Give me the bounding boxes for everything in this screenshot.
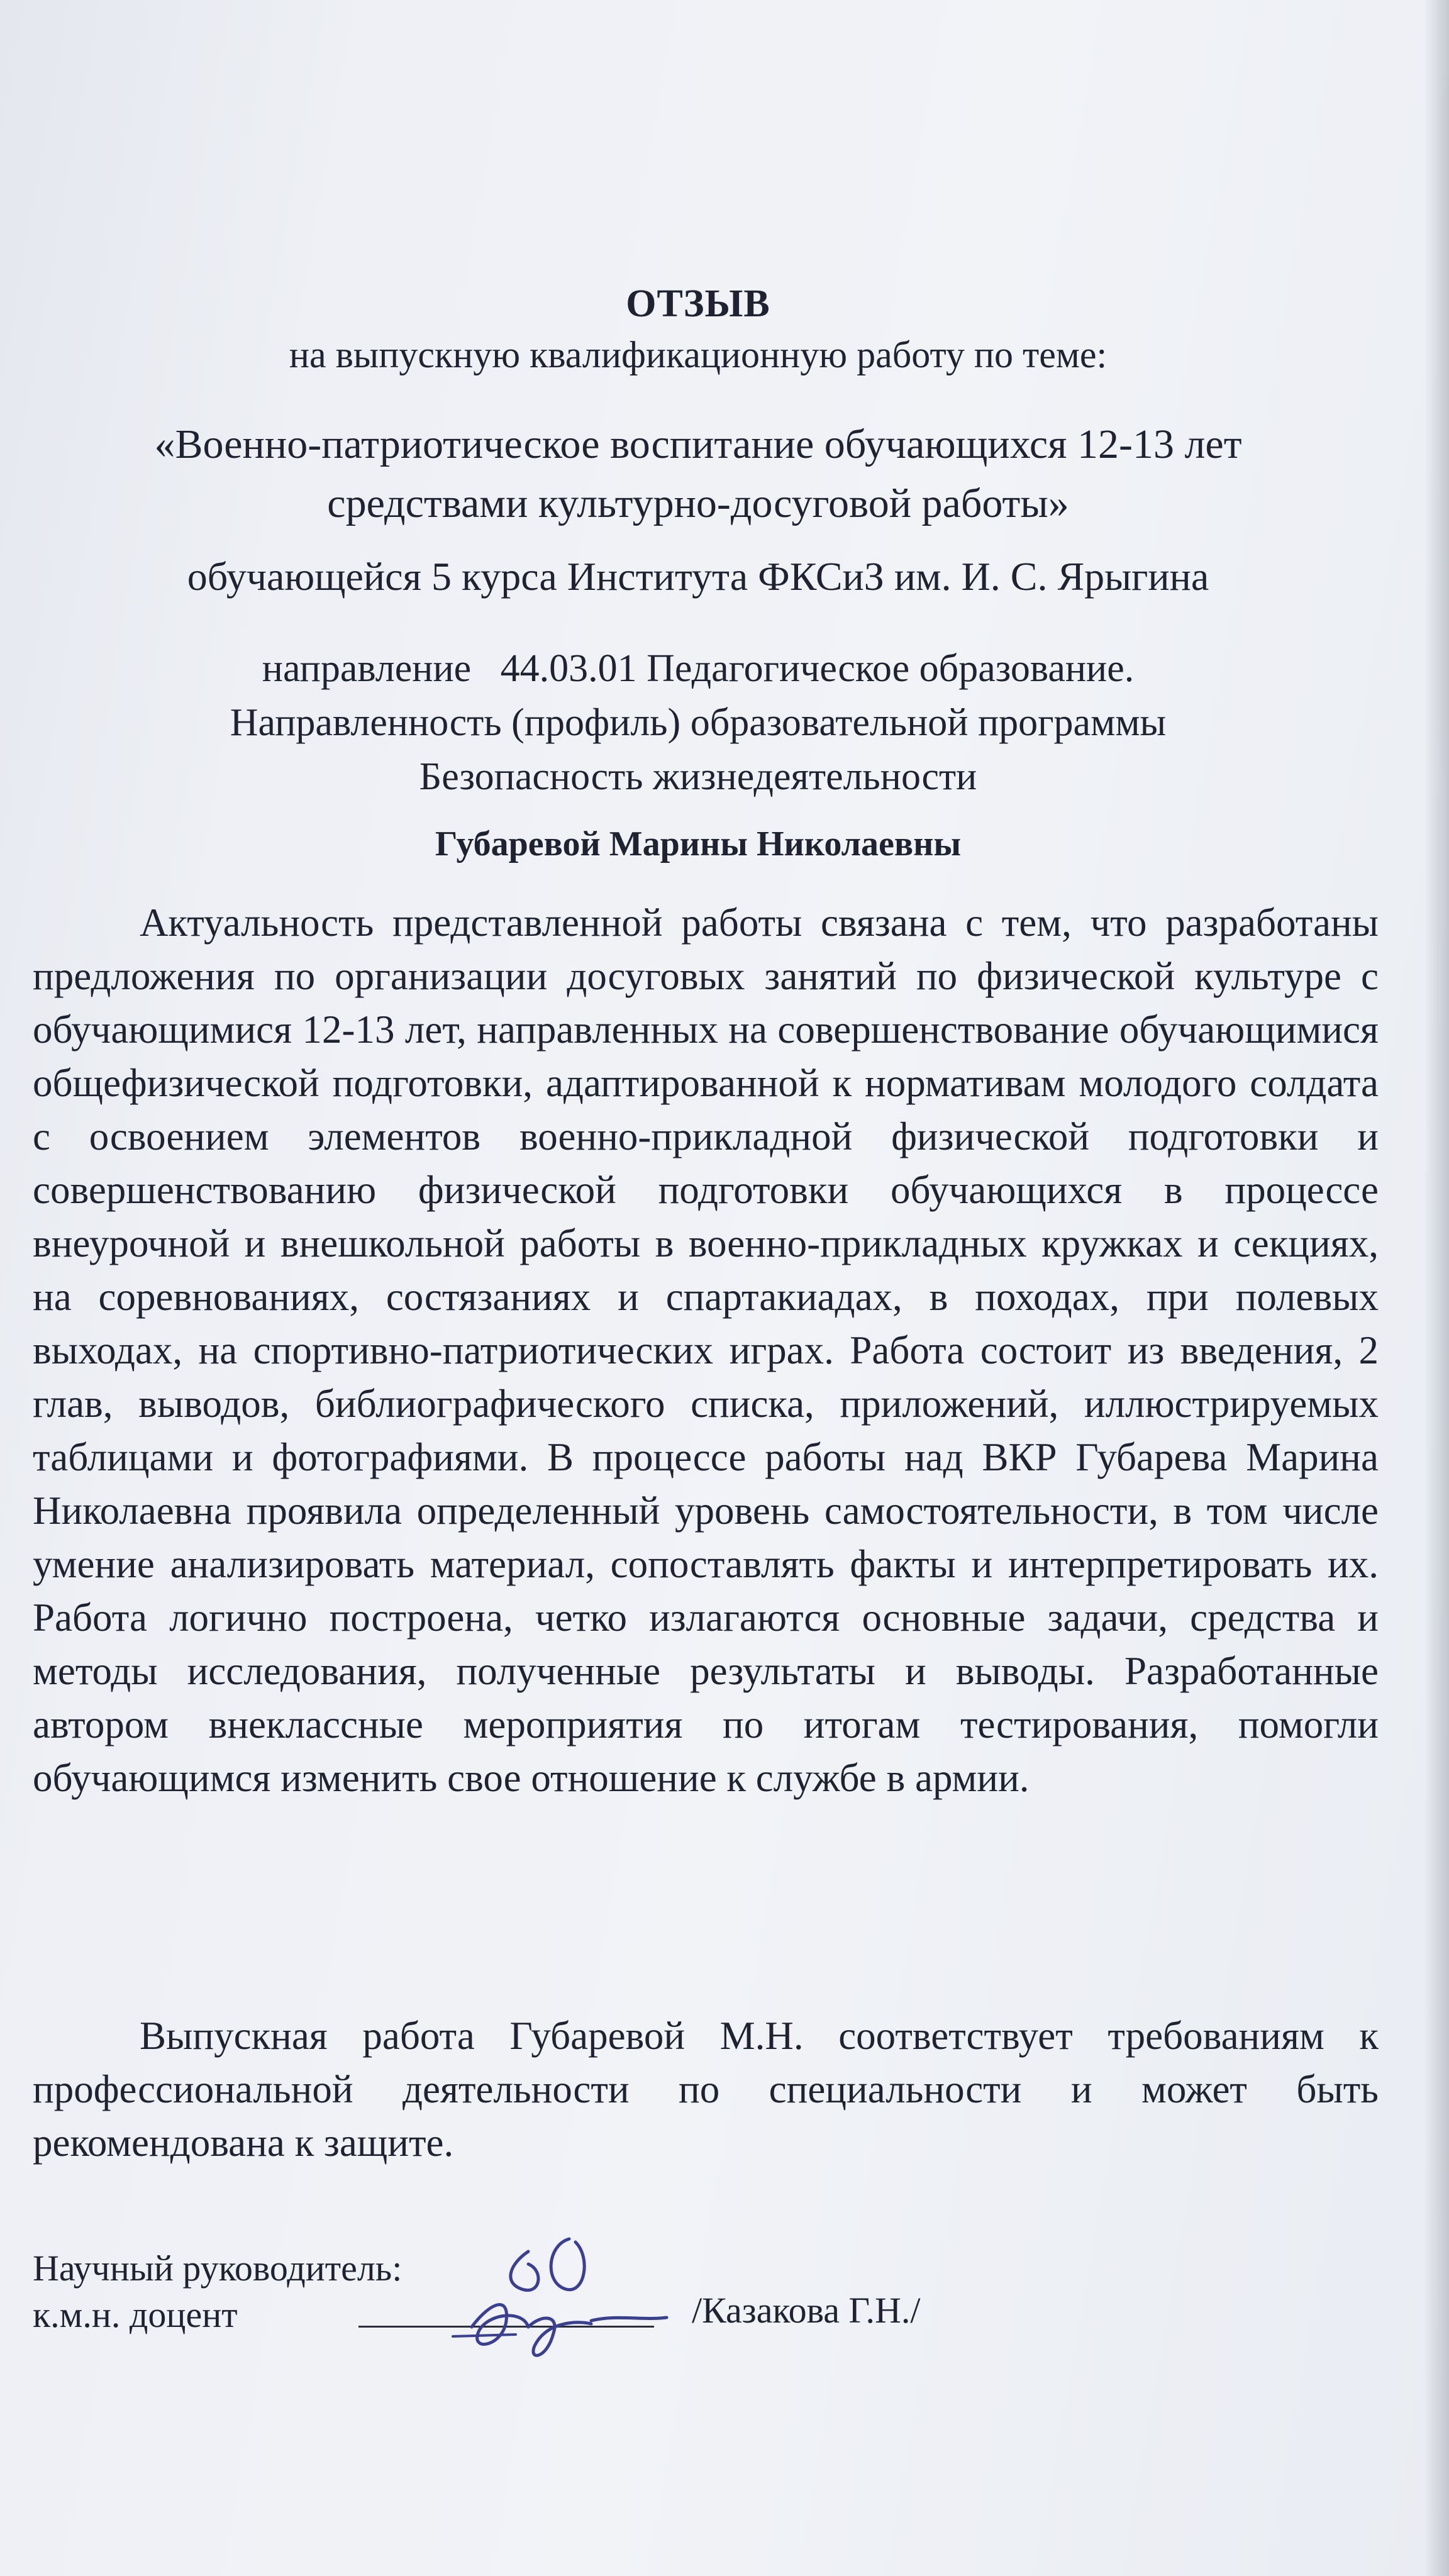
supervisor-name: /Казакова Г.Н./ [692,2290,921,2331]
study-direction [0,641,1396,804]
handwritten-signature [434,2226,698,2377]
supervisor-degree: к.м.н. доцент [33,2294,238,2335]
topic-line-2: средствами культурно-досуговой работы» [327,480,1069,526]
paper-shadow [1424,0,1449,2576]
student-full-name: Губаревой Марины Николаевны [435,824,962,863]
review-paragraph-1: Актуальность представленной работы связана с тем, что разработаны предложения по организации досуговых занятий по физической культуре с обучающимися 12-13 лет, направленных на совершенствование обучающимися общефизической подготовки, адаптированной к нормативам молодого солдата с освоением элементов военно-прикладной физической подготовки и совершенствованию физической подготовки обучающихся в процессе внеурочной и внешкольной работы в военно-прикладных кружках и секциях, на соревнованиях, состязаниях и спартакиадах, в походах, при полевых выходах, на спортивно-патриотических играх. Работа состоит из введения, 2 глав, выводов, библиографического списка, приложений, иллюстрируемых таблицами и фотографиями. В процессе работы над ВКР Губарева Марина Николаевна проявила определенный уровень самостоятельности, в том числе умение анализировать материал, сопоставлять факты и интерпретировать их. Работа логично построена, четко излагаются основные задачи, средства и методы исследования, полученные результаты и выводы. Разработанные автором внеклассные мероприятия по итогам тестирования, помогли обучающимся изменить свое отношение к службе в армии. [33,901,1379,1800]
direction-line-1: направление 44.03.01 Педагогическое образование. [262,647,1135,690]
thesis-topic [0,415,1396,533]
supervisor-role: Научный руководитель: [33,2248,402,2289]
review-paragraph-2: Выпускная работа Губаревой М.Н. соответствует требованиям к профессиональной деятельности по специальности и может быть рекомендована к защите. [33,2014,1379,2165]
student-info: обучающейся 5 курса Института ФКСиЗ им. И. С. Ярыгина [187,554,1209,599]
direction-line-2: Направленность (профиль) образовательной программы [230,701,1167,744]
document-subtitle: на выпускную квалификационную работу по теме: [289,334,1108,375]
topic-line-1: «Военно-патриотическое воспитание обучающихся 12-13 лет [154,421,1242,467]
direction-line-3: Безопасность жизнедеятельности [419,755,977,798]
document-title: ОТЗЫВ [626,282,770,325]
signature-block [33,2245,402,2338]
